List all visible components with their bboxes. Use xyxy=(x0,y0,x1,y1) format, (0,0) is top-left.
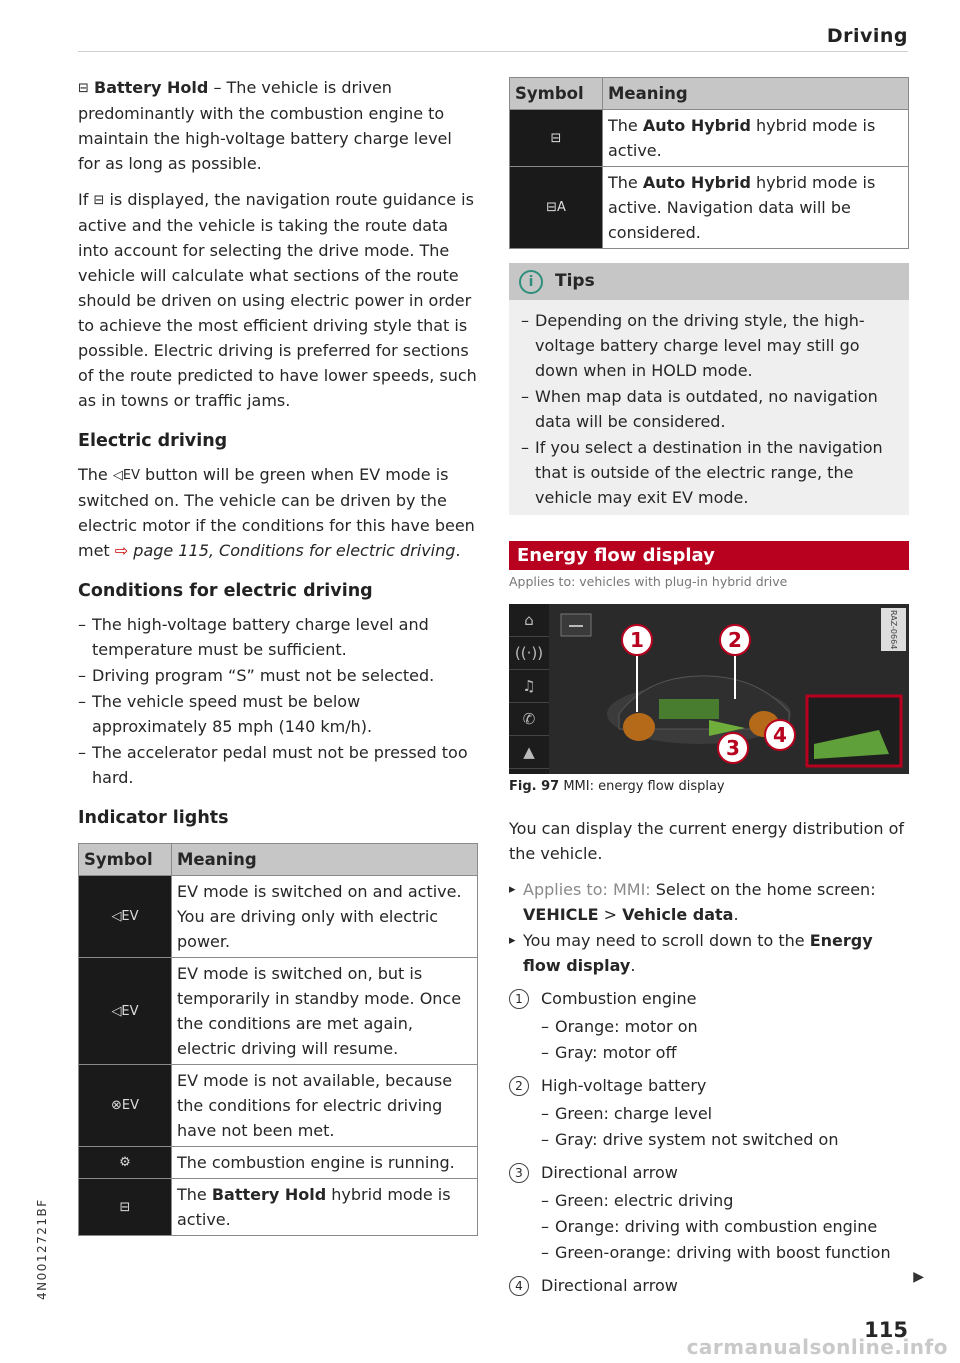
tips-list xyxy=(509,300,909,515)
hybrid-mode-table xyxy=(509,77,909,249)
watermark: carmanualsonline.info xyxy=(686,1335,948,1359)
legend-item-3 xyxy=(509,1160,909,1265)
header-rule xyxy=(78,51,908,52)
legend-item-1 xyxy=(509,986,909,1065)
meaning-cell: The combustion engine is running. xyxy=(172,1147,478,1179)
info-icon: i xyxy=(519,270,543,294)
section-header: Driving xyxy=(826,25,908,47)
page-reference-link[interactable]: page 115, Conditions for electric driving xyxy=(133,541,456,560)
legend-number: 4 xyxy=(509,1276,529,1296)
list-item: – The high-voltage battery charge level and temperature must be sufficient. xyxy=(78,612,478,662)
meaning-cell: The Battery Hold hybrid mode is active. xyxy=(172,1179,478,1236)
symbol-column-header: Symbol xyxy=(510,78,603,110)
ev-active-icon: ◁EV xyxy=(79,876,172,958)
conditions-list xyxy=(78,612,478,790)
table-row xyxy=(79,1147,478,1179)
home-icon: ⌂ xyxy=(509,604,549,637)
list-item: – The vehicle speed must be below approximately 85 mph (140 km/h). xyxy=(78,689,478,739)
intro-paragraph: You can display the current energy distribution of the vehicle. xyxy=(509,819,905,863)
step-2: ▸ You may need to scroll down to the Energy flow display. xyxy=(509,928,909,978)
table-row xyxy=(79,958,478,1065)
list-item: – Driving program “S” must not be selected. xyxy=(78,663,478,688)
table-header-row xyxy=(510,78,909,110)
energy-flow-figure xyxy=(509,604,909,774)
battery-hold-name: Battery Hold xyxy=(94,78,209,97)
document-code: 4N0012721BF xyxy=(35,1198,49,1300)
ev-button-icon: ◁EV xyxy=(112,468,140,483)
table-row xyxy=(510,167,909,249)
figure-code: RAZ-0664 xyxy=(881,608,906,651)
list-item: – Orange: driving with combustion engine xyxy=(541,1214,909,1239)
auto-hybrid-nav-icon: ⊟ xyxy=(93,193,105,208)
combustion-engine-icon: ⚙ xyxy=(79,1147,172,1179)
list-item: – Green-orange: driving with boost function xyxy=(541,1240,909,1265)
tips-title: Tips xyxy=(555,271,595,291)
music-icon: ♫ xyxy=(509,670,549,703)
list-item: – Green: electric driving xyxy=(541,1188,909,1213)
indicator-table xyxy=(78,843,478,1236)
legend-title: High-voltage battery xyxy=(541,1076,707,1095)
list-item: – Depending on the driving style, the high-voltage battery charge level may still go down when in HOLD mode. xyxy=(521,308,897,383)
figure-caption: Fig. 97 MMI: energy flow display xyxy=(509,779,725,794)
auto-hybrid-nav-icon: ⊟A xyxy=(510,167,603,249)
navigation-icon: ▲ xyxy=(509,736,549,769)
callout-4: 4 xyxy=(764,719,796,751)
callout-3: 3 xyxy=(717,732,749,764)
legend-number: 2 xyxy=(509,1076,529,1096)
meaning-column-header: Meaning xyxy=(172,844,478,876)
electric-driving-heading: Electric driving xyxy=(78,431,228,451)
list-item: – Gray: motor off xyxy=(541,1040,909,1065)
left-column xyxy=(78,75,478,1236)
right-column xyxy=(509,64,909,1298)
callout-1: 1 xyxy=(621,624,653,656)
battery-hold-paragraph: ⊟ Battery Hold – The vehicle is driven predominantly with the combustion engine to maintain the high-voltage battery charge level for as long as possible. xyxy=(78,78,452,173)
battery-hold-icon: ⊟ xyxy=(78,81,89,96)
continue-arrow-icon: ▶ xyxy=(913,1269,924,1285)
symbol-column-header: Symbol xyxy=(79,844,172,876)
list-item: – Green: charge level xyxy=(541,1101,909,1126)
meaning-cell: The Auto Hybrid hybrid mode is active. Navigation data will be considered. xyxy=(603,167,909,249)
legend-title: Directional arrow xyxy=(541,1163,678,1182)
list-item: – The accelerator pedal must not be pressed too hard. xyxy=(78,740,478,790)
applies-to-note: Applies to: vehicles with plug-in hybrid drive xyxy=(509,574,788,589)
step-1: ▸ Applies to: MMI: Select on the home screen: VEHICLE > Vehicle data. xyxy=(509,877,909,927)
reference-arrow-icon: ⇨ xyxy=(114,541,129,560)
legend-number: 3 xyxy=(509,1163,529,1183)
table-header-row xyxy=(79,844,478,876)
legend-number: 1 xyxy=(509,989,529,1009)
tips-header xyxy=(509,263,909,300)
legend-item-2 xyxy=(509,1073,909,1152)
battery-hold-icon: ⊟ xyxy=(79,1179,172,1236)
page-number: 115 xyxy=(864,1318,908,1342)
meaning-cell: EV mode is not available, because the conditions for electric driving have not been met. xyxy=(172,1065,478,1147)
legend-item-4 xyxy=(509,1273,909,1298)
energy-flow-section-title: Energy flow display xyxy=(509,541,909,570)
meaning-column-header: Meaning xyxy=(603,78,909,110)
ev-unavailable-icon: ⊗EV xyxy=(79,1065,172,1147)
auto-hybrid-icon: ⊟ xyxy=(510,110,603,167)
car-illustration xyxy=(509,604,909,774)
list-item: – Gray: drive system not switched on xyxy=(541,1127,909,1152)
list-item: – If you select a destination in the navigation that is outside of the electric range, the vehicle may exit EV mode. xyxy=(521,435,897,510)
table-row xyxy=(510,110,909,167)
callout-2: 2 xyxy=(719,624,751,656)
route-paragraph: If ⊟ is displayed, the navigation route guidance is active and the vehicle is taking the route data into account for selecting the drive mode. The vehicle will calculate what sections of the route should be driven on using electric power in order to achieve the most efficient driving style that is possible. Electric driving is preferred for sections of the route predicted to have lower speeds, such as in towns or traffic jams. xyxy=(78,190,477,410)
list-item: – When map data is outdated, no navigation data will be considered. xyxy=(521,384,897,434)
ev-paragraph: The ◁EV button will be green when EV mode is switched on. The vehicle can be driven by the electric motor if the conditions for this have been met ⇨ page 115, Conditions for electric driving. xyxy=(78,465,475,560)
meaning-cell: The Auto Hybrid hybrid mode is active. xyxy=(603,110,909,167)
tips-box xyxy=(509,263,909,515)
indicator-lights-heading: Indicator lights xyxy=(78,808,229,828)
legend-title: Combustion engine xyxy=(541,989,697,1008)
radio-icon: ((·)) xyxy=(509,637,549,670)
list-item: – Orange: motor on xyxy=(541,1014,909,1039)
table-row xyxy=(79,1065,478,1147)
table-row xyxy=(79,876,478,958)
legend-title: Directional arrow xyxy=(541,1276,678,1295)
phone-icon: ✆ xyxy=(509,703,549,736)
ev-standby-icon: ◁EV xyxy=(79,958,172,1065)
meaning-cell: EV mode is switched on, but is temporarily in standby mode. Once the conditions are met again, electric driving will resume. xyxy=(172,958,478,1065)
conditions-heading: Conditions for electric driving xyxy=(78,581,373,601)
meaning-cell: EV mode is switched on and active. You are driving only with electric power. xyxy=(172,876,478,958)
table-row xyxy=(79,1179,478,1236)
